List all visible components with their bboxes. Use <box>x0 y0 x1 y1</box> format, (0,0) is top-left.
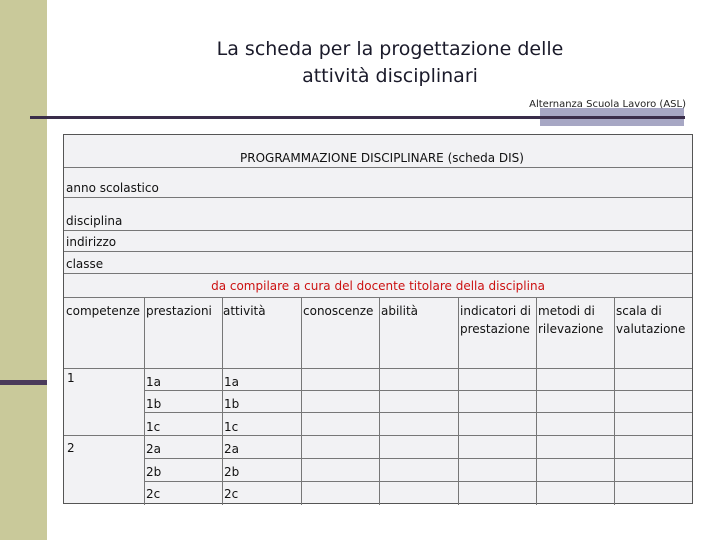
row-divider <box>144 390 692 391</box>
anno-label: anno scolastico <box>66 181 159 195</box>
col-divider <box>379 298 380 505</box>
prestazione-cell: 1a <box>146 375 161 389</box>
attivita-cell: 1b <box>224 397 240 411</box>
row-divider <box>64 368 692 369</box>
disciplina-row <box>64 198 692 231</box>
col-header-scala: scala di valutazione <box>616 304 686 336</box>
col-divider <box>458 298 459 505</box>
side-accent-stripe <box>0 380 47 385</box>
disciplina-label: disciplina <box>66 214 123 228</box>
title-line-1: La scheda per la progettazione delle <box>216 38 564 60</box>
col-header-prestazioni: prestazioni <box>146 304 212 318</box>
col-header-abilita: abilità <box>381 304 419 318</box>
title-line-2: attività disciplinari <box>302 65 478 87</box>
col-header-metodi: metodi di rilevazione <box>538 304 604 336</box>
col-divider <box>614 298 615 505</box>
instruction-text: da compilare a cura del docente titolare della disciplina <box>211 279 545 293</box>
form-heading-row <box>64 135 692 168</box>
col-divider <box>301 298 302 505</box>
classe-row <box>64 252 692 274</box>
col-divider <box>222 298 223 505</box>
prestazione-cell: 2b <box>146 465 162 479</box>
prestazione-cell: 1c <box>146 420 161 434</box>
prestazione-cell: 1b <box>146 397 162 411</box>
attivita-cell: 1a <box>224 375 239 389</box>
row-divider <box>144 481 692 482</box>
col-header-attivita: attività <box>223 304 266 318</box>
slide-title <box>150 36 630 90</box>
attivita-cell: 2b <box>224 465 240 479</box>
anno-row <box>64 168 692 198</box>
col-header-indicatori: indicatori di prestazione <box>460 304 531 336</box>
indirizzo-row <box>64 231 692 252</box>
header-rule <box>30 116 685 119</box>
form-document <box>63 134 693 504</box>
col-divider <box>144 298 145 505</box>
form-heading: PROGRAMMAZIONE DISCIPLINARE (scheda DIS) <box>240 151 524 165</box>
prestazione-cell: 2c <box>146 487 161 501</box>
attivita-cell: 2a <box>224 442 239 456</box>
competenza-cell: 2 <box>67 441 75 455</box>
col-divider <box>536 298 537 505</box>
classe-label: classe <box>66 257 104 271</box>
attivita-cell: 1c <box>224 420 239 434</box>
row-divider <box>144 458 692 459</box>
col-header-conoscenze: conoscenze <box>303 304 374 318</box>
slide-subtitle: Alternanza Scuola Lavoro (ASL) <box>529 99 686 110</box>
attivita-cell: 2c <box>224 487 239 501</box>
row-divider <box>144 412 692 413</box>
competenza-cell: 1 <box>67 371 75 385</box>
row-divider <box>64 435 692 436</box>
instruction-row <box>64 274 692 298</box>
side-decoration-bar <box>0 0 47 540</box>
indirizzo-label: indirizzo <box>66 235 117 249</box>
prestazione-cell: 2a <box>146 442 161 456</box>
col-header-competenze: competenze <box>66 304 141 318</box>
